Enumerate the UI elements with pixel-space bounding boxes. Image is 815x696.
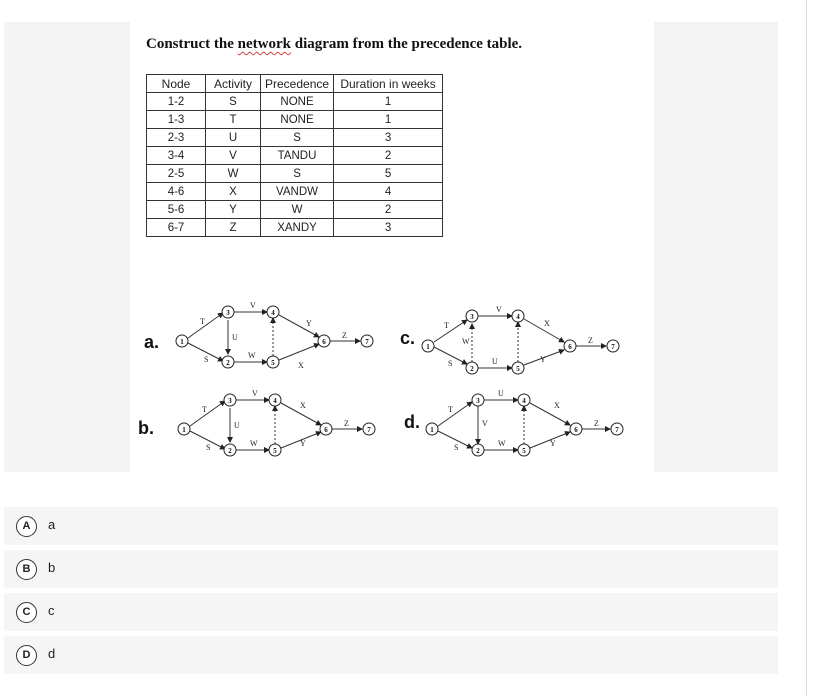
table-cell: 4-6 [147, 183, 206, 201]
table-cell: 3 [334, 219, 443, 237]
node-label: 7 [367, 426, 371, 434]
table-cell: 2 [334, 147, 443, 165]
edge-label: X [544, 319, 550, 328]
edge-label: Y [300, 439, 306, 448]
column-header: Node [147, 75, 206, 93]
table-row [147, 165, 443, 183]
node-label: 6 [574, 426, 578, 434]
scrollbar-track[interactable] [806, 0, 807, 696]
choice-label: b [48, 560, 56, 575]
table-cell: 1-3 [147, 111, 206, 129]
node-label: 7 [365, 338, 369, 346]
table-cell: XANDY [261, 219, 334, 237]
precedence-table [146, 74, 443, 237]
edge-label: W [498, 439, 506, 448]
table-row [147, 201, 443, 219]
network-diagram-d [424, 388, 632, 468]
table-cell: S [261, 129, 334, 147]
node-label: 1 [180, 338, 184, 346]
edge-label: Y [550, 439, 556, 448]
table-cell: NONE [261, 93, 334, 111]
edge-label: W [250, 439, 258, 448]
node-label: 1 [182, 426, 186, 434]
edge-label: T [444, 321, 449, 330]
node-label: 5 [516, 365, 520, 373]
node-label: 2 [476, 447, 480, 455]
edge-label: X [554, 401, 560, 410]
edge-label: Z [588, 336, 593, 345]
edge-label: S [448, 359, 453, 368]
table-cell: W [261, 201, 334, 219]
node-label: 2 [228, 447, 232, 455]
table-row [147, 219, 443, 237]
table-cell: Z [206, 219, 261, 237]
edge-label: X [298, 361, 304, 370]
table-cell: NONE [261, 111, 334, 129]
network-diagram-b [172, 388, 392, 468]
network-diagram-c [420, 304, 632, 384]
choice-label: c [48, 603, 55, 618]
choice-badge: D [16, 645, 37, 666]
edge-label: T [202, 405, 207, 414]
node-label: 5 [273, 447, 277, 455]
table-cell: 3-4 [147, 147, 206, 165]
choice-badge: B [16, 559, 37, 580]
table-cell: 1-2 [147, 93, 206, 111]
table-cell: U [206, 129, 261, 147]
edge-label: U [498, 389, 504, 398]
node-label: 7 [615, 426, 619, 434]
node-label: 5 [522, 447, 526, 455]
edge-label: W [248, 351, 256, 360]
edge-label: Z [594, 419, 599, 428]
edge-label: U [234, 421, 240, 430]
node-label: 4 [273, 397, 277, 405]
diagram-letter-b: b. [138, 418, 154, 438]
table-row [147, 147, 443, 165]
node-label: 3 [228, 397, 232, 405]
table-cell: TANDU [261, 147, 334, 165]
node-label: 6 [324, 426, 328, 434]
node-label: 1 [430, 426, 434, 434]
table-header-row [147, 75, 443, 93]
column-header: Precedence [261, 75, 334, 93]
choice-label: d [48, 646, 56, 661]
node-label: 3 [226, 309, 230, 317]
edge-label: Y [540, 355, 546, 364]
node-label: 7 [611, 343, 615, 351]
edge-label: V [482, 419, 488, 428]
choice-label: a [48, 517, 56, 532]
table-cell: 3 [334, 129, 443, 147]
table-cell: 2 [334, 201, 443, 219]
table-cell: V [206, 147, 261, 165]
edge-label: X [300, 401, 306, 410]
edge-label: Z [344, 419, 349, 428]
node-label: 3 [476, 397, 480, 405]
table-row [147, 183, 443, 201]
edge-label: Z [342, 331, 347, 340]
table-cell: VANDW [261, 183, 334, 201]
diagram-letter-c: c. [400, 328, 416, 348]
table-cell: 6-7 [147, 219, 206, 237]
choice-d[interactable] [4, 636, 778, 674]
diagram-letter-a: a. [144, 332, 160, 352]
choice-b[interactable] [4, 550, 778, 588]
table-cell: 5-6 [147, 201, 206, 219]
edge-label: S [206, 443, 211, 452]
table-row [147, 93, 443, 111]
table-cell: 2-5 [147, 165, 206, 183]
node-label: 5 [271, 359, 275, 367]
edge-label: Y [306, 319, 312, 328]
table-cell: T [206, 111, 261, 129]
node-label: 2 [226, 359, 230, 367]
node-label: 1 [426, 343, 430, 351]
node-label: 3 [470, 313, 474, 321]
node-label: 6 [322, 338, 326, 346]
edge-label: T [448, 405, 453, 414]
table-cell: S [206, 93, 261, 111]
diagram-letter-d: d. [404, 412, 420, 432]
table-cell: 4 [334, 183, 443, 201]
question-text: Construct the network diagram from the precedence table. [146, 36, 523, 52]
node-label: 4 [522, 397, 526, 405]
table-cell: X [206, 183, 261, 201]
column-header: Activity [206, 75, 261, 93]
choice-a[interactable] [4, 507, 778, 545]
edge-label: V [496, 305, 502, 314]
edge-label: T [200, 317, 205, 326]
edge-label: S [204, 355, 209, 364]
edge-label: V [252, 389, 258, 398]
network-diagram-a [170, 300, 390, 380]
column-header: Duration in weeks [334, 75, 443, 93]
edge-label: S [454, 443, 459, 452]
edge-label: U [492, 357, 498, 366]
question-image [130, 22, 654, 472]
table-cell: W [206, 165, 261, 183]
choice-badge: A [16, 516, 37, 537]
choice-c[interactable] [4, 593, 778, 631]
table-cell: 2-3 [147, 129, 206, 147]
node-label: 6 [568, 343, 572, 351]
table-cell: S [261, 165, 334, 183]
table-cell: 1 [334, 111, 443, 129]
table-row [147, 129, 443, 147]
table-cell: Y [206, 201, 261, 219]
edge-label: V [250, 301, 256, 310]
edge-label: W [462, 337, 470, 346]
table-cell: 5 [334, 165, 443, 183]
edge-label: U [232, 333, 238, 342]
choice-badge: C [16, 602, 37, 623]
table-row [147, 111, 443, 129]
node-label: 4 [516, 313, 520, 321]
node-label: 4 [271, 309, 275, 317]
node-label: 2 [470, 365, 474, 373]
table-cell: 1 [334, 93, 443, 111]
